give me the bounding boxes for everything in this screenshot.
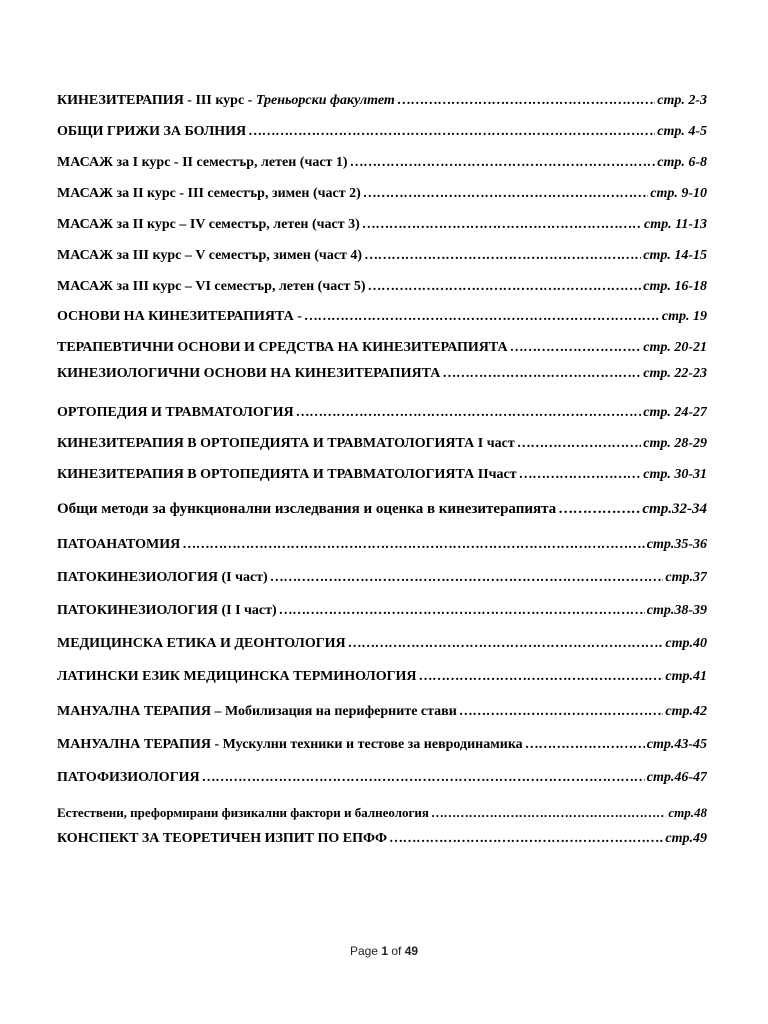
toc-page: стр. 20-21: [643, 340, 707, 355]
toc-page: стр. 9-10: [650, 186, 707, 201]
toc-title: МАСАЖ за II курс - III семестър, зимен (част 2): [57, 186, 361, 201]
toc-entry-3: [57, 154, 707, 172]
toc-page: стр. 30-31: [643, 467, 707, 482]
toc-title: КИНЕЗИТЕРАПИЯ В ОРТОПЕДИЯТА И ТРАВМАТОЛОГИЯТА I част: [57, 436, 515, 451]
toc-leader: [348, 635, 664, 653]
toc-title: ПАТОКИНЕЗИОЛОГИЯ (I част): [57, 570, 268, 585]
toc-leader: [519, 466, 642, 484]
toc-leader: [304, 308, 660, 326]
toc-page: стр.48: [668, 805, 707, 820]
toc-title: Общи методи за функционални изследвания и оценка в кинезитерапията: [57, 501, 557, 517]
toc-leader: [350, 154, 656, 172]
toc-title: МАСАЖ за I курс - II семестър, летен (част 1): [57, 155, 348, 170]
toc-leader: [389, 830, 663, 848]
total-pages-number: 49: [404, 944, 419, 958]
toc-entry-23: [57, 804, 707, 822]
toc-page: стр.35-36: [646, 537, 707, 552]
toc-title: ЛАТИНСКИ ЕЗИК МЕДИЦИНСКА ТЕРМИНОЛОГИЯ: [57, 669, 417, 684]
toc-entry-9: [57, 339, 707, 357]
toc-page: стр. 16-18: [643, 279, 707, 294]
toc-page: стр.42: [665, 704, 707, 719]
toc-leader: [368, 278, 642, 296]
toc-title: Естествени, преформирани физикални фактори и балнеология: [57, 805, 429, 820]
toc-page: стр. 4-5: [657, 124, 707, 139]
toc-page: стр. 14-15: [643, 248, 707, 263]
toc-entry-14: [57, 500, 707, 518]
toc-entry-18: [57, 635, 707, 653]
toc-leader: [362, 216, 642, 234]
toc-leader: [182, 536, 644, 554]
toc-title: ТЕРАПЕВТИЧНИ ОСНОВИ И СРЕДСТВА НА КИНЕЗИТЕРАПИЯТА: [57, 340, 508, 355]
toc-entry-2: [57, 123, 707, 141]
toc-title: МАСАЖ за III курс – VI семестър, летен (част 5): [57, 279, 366, 294]
toc-page: стр. 22-23: [643, 366, 707, 381]
toc-page: стр. 24-27: [643, 405, 707, 420]
toc-leader: [510, 339, 642, 357]
toc-leader: [459, 703, 664, 721]
toc-page: стр.41: [665, 669, 707, 684]
current-page-number: 1: [381, 944, 388, 958]
toc-entry-10: [57, 365, 707, 383]
toc-entry-16: [57, 569, 707, 587]
toc-entry-5: [57, 216, 707, 234]
toc-page: стр. 11-13: [644, 217, 707, 232]
toc-title: МЕДИЦИНСКА ЕТИКА И ДЕОНТОЛОГИЯ: [57, 636, 346, 651]
toc-leader: [431, 804, 666, 822]
toc-entry-12: [57, 435, 707, 453]
page-label: Page: [349, 944, 382, 958]
toc-leader: [419, 668, 664, 686]
toc-leader: [525, 736, 645, 754]
toc-title: МАСАЖ за III курс – V семестър, зимен (част 4): [57, 248, 363, 263]
toc-title: КОНСПЕКТ ЗА ТЕОРЕТИЧЕН ИЗПИТ ПО ЕПФФ: [57, 831, 388, 846]
toc-entry-22: [57, 769, 707, 787]
toc-leader: [296, 404, 642, 422]
toc-leader: [202, 769, 645, 787]
toc-title: ОСНОВИ НА КИНЕЗИТЕРАПИЯТА -: [57, 309, 302, 324]
toc-title: КИНЕЗИТЕРАПИЯ В ОРТОПЕДИЯТА И ТРАВМАТОЛОГИЯТА IIчаст: [57, 467, 517, 482]
toc-title: ОБЩИ ГРИЖИ ЗА БОЛНИЯ: [57, 124, 247, 139]
toc-entry-11: [57, 404, 707, 422]
page-footer: [0, 944, 768, 958]
toc-page: стр.37: [665, 570, 707, 585]
toc-title: КИНЕЗИОЛОГИЧНИ ОСНОВИ НА КИНЕЗИТЕРАПИЯТА: [57, 366, 441, 381]
toc-leader: [364, 247, 641, 265]
toc-leader: [248, 123, 655, 141]
toc-page: стр.49: [665, 831, 707, 846]
toc-page: стр. 19: [661, 309, 707, 324]
toc-leader: [270, 569, 664, 587]
toc-page: стр. 28-29: [643, 436, 707, 451]
toc-leader: [363, 185, 648, 203]
toc-entry-24: [57, 830, 707, 848]
toc-entry-20: [57, 703, 707, 721]
toc-page: стр.32-34: [642, 501, 707, 517]
toc-entry-17: [57, 602, 707, 620]
toc-entry-8: [57, 308, 707, 326]
toc-entry-6: [57, 247, 707, 265]
toc-page: стр. 2-3: [657, 93, 707, 108]
toc-title: МАНУАЛНА ТЕРАПИЯ – Мобилизация на периферните стави: [57, 704, 457, 719]
toc-leader: [558, 500, 640, 518]
toc-entry-15: [57, 536, 707, 554]
toc-entry-19: [57, 668, 707, 686]
toc-entry-21: [57, 736, 707, 754]
toc-leader: [517, 435, 642, 453]
toc-title: МАНУАЛНА ТЕРАПИЯ - Мускулни техники и тестове за невродинамика: [57, 737, 523, 752]
toc-entry-4: [57, 185, 707, 203]
toc-leader: [442, 365, 641, 383]
toc-entry-1: [57, 92, 707, 110]
toc-title: КИНЕЗИТЕРАПИЯ - III курс - Треньорски факултет: [57, 93, 395, 108]
toc-page: стр. 6-8: [657, 155, 707, 170]
toc-page: стр.40: [665, 636, 707, 651]
page-of-label: of: [388, 944, 405, 958]
toc-leader: [397, 92, 655, 110]
toc-title: ПАТОФИЗИОЛОГИЯ: [57, 770, 200, 785]
toc-entry-7: [57, 278, 707, 296]
toc-subtitle: Треньорски факултет: [255, 93, 395, 108]
toc-page: стр.46-47: [646, 770, 707, 785]
toc-page: стр.43-45: [646, 737, 707, 752]
toc-title: ПАТОКИНЕЗИОЛОГИЯ (I I част): [57, 603, 277, 618]
toc-entry-13: [57, 466, 707, 484]
toc-title: ПАТОАНАТОМИЯ: [57, 537, 181, 552]
toc-title: ОРТОПЕДИЯ И ТРАВМАТОЛОГИЯ: [57, 405, 294, 420]
toc-page: стр.38-39: [646, 603, 707, 618]
toc-leader: [279, 602, 645, 620]
toc-title: МАСАЖ за II курс – IV семестър, летен (част 3): [57, 217, 360, 232]
